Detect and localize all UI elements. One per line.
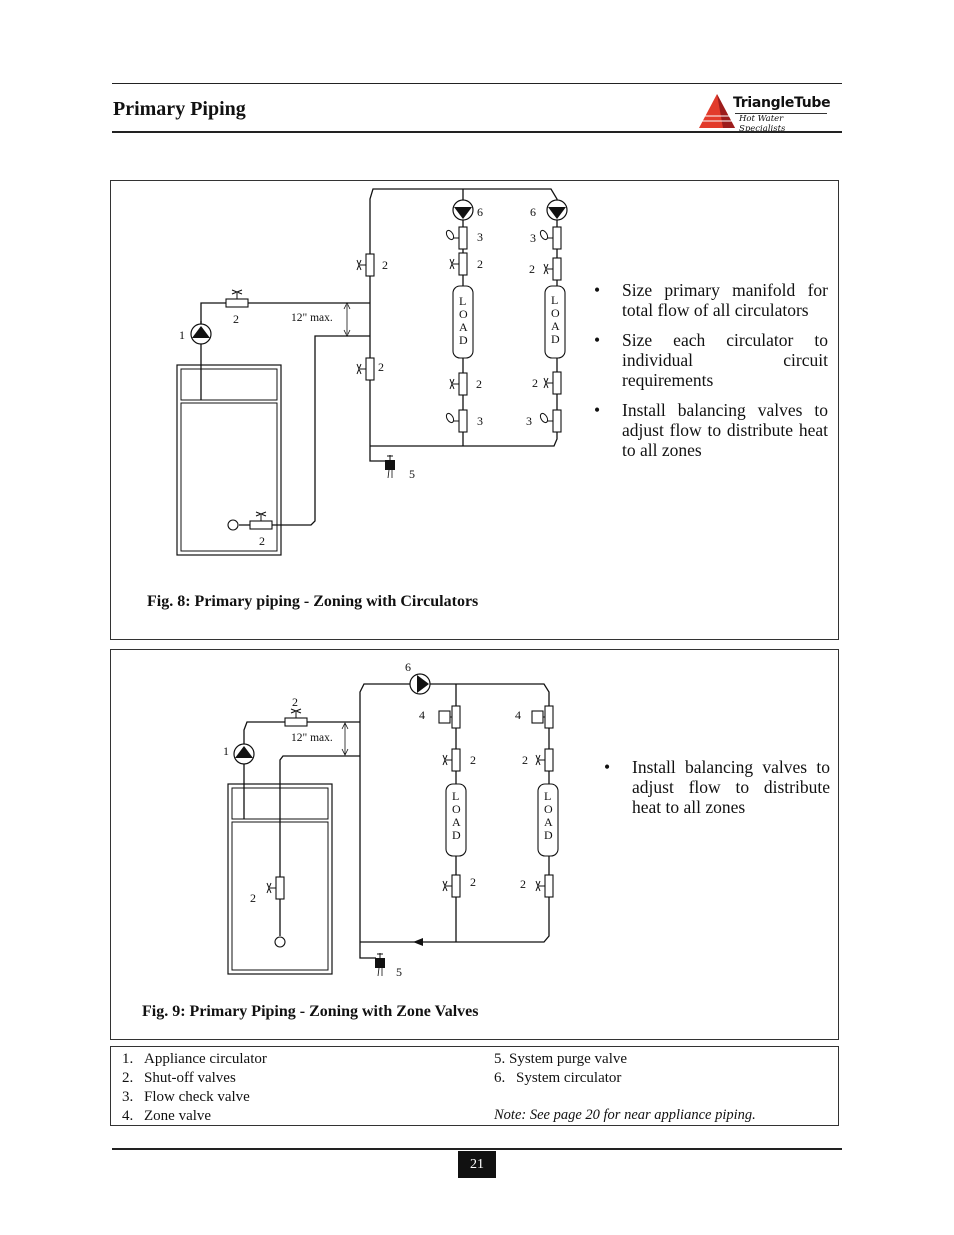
figure-8-bullets	[594, 280, 828, 470]
legend-note: Note: See page 20 for near appliance piping.	[494, 1107, 756, 1123]
zone-a-shutoff-upper-icon	[443, 749, 460, 771]
zone-b-shutoff-lower-icon	[544, 372, 561, 394]
label-zone-a-shutoff-lower: 2	[470, 875, 476, 889]
purge-valve-icon	[375, 953, 385, 976]
label-zone-a-shutoff-upper: 2	[470, 753, 476, 767]
label-system-circulator: 6	[405, 660, 411, 674]
zone-b-load-letter: D	[544, 828, 553, 842]
zone-b-load-letter: A	[551, 319, 560, 333]
page-title: Primary Piping	[113, 98, 246, 120]
zone-b-load-letter: L	[551, 293, 559, 307]
figure-9-panel	[110, 649, 839, 1040]
label-return-shutoff: 2	[250, 891, 256, 905]
legend-item: 1. Appliance circulator	[122, 1051, 267, 1067]
legend-item: 2. Shut-off valves	[122, 1070, 236, 1086]
figure-9-caption: Fig. 9: Primary Piping - Zoning with Zone Valves	[142, 1003, 479, 1020]
zone-b-load-letter: D	[551, 332, 560, 346]
zone-a-load-letter: A	[459, 320, 468, 334]
zone-a-load-letter: L	[452, 789, 460, 803]
zone-a-check-valve-lower-icon	[445, 410, 467, 432]
zone-b-check-valve-upper-icon	[539, 227, 561, 249]
label-zone-a-circulator: 6	[477, 205, 483, 219]
system-circulator-icon	[410, 674, 430, 694]
zone-b-shutoff-upper-icon	[544, 258, 561, 280]
label-zone-b-circulator: 6	[530, 205, 536, 219]
primary-return-shutoff-icon	[357, 358, 374, 380]
logo-underline	[735, 113, 827, 114]
primary-supply-shutoff-icon	[357, 254, 374, 276]
zone-a-shutoff-lower-icon	[443, 875, 460, 897]
legend-item: 5. System purge valve	[494, 1051, 628, 1067]
label-zone-a-zone-valve: 4	[419, 708, 425, 722]
zone-a-circulator-icon	[453, 200, 473, 220]
label-zone-b-check-upper: 3	[530, 231, 536, 245]
triangle-logo-icon	[697, 92, 737, 130]
zone-b-zone-valve-icon	[532, 706, 553, 728]
figure-9-diagram	[111, 650, 840, 1041]
bullet-item: • Install balancing valves to adjust flow to distribute heat to all zones	[594, 400, 828, 460]
label-supply-shutoff: 2	[292, 695, 298, 709]
zone-a-shutoff-lower-icon	[450, 373, 467, 395]
legend-item: 6. System circulator	[494, 1070, 622, 1086]
label-supply-shutoff: 2	[233, 312, 239, 326]
legend-left-column	[122, 1050, 267, 1126]
page-number: 21	[458, 1151, 496, 1178]
figure-9-bullets	[604, 757, 830, 827]
label-zone-b-shutoff-lower: 2	[532, 376, 538, 390]
zone-b-load-letter: O	[544, 802, 553, 816]
zone-a-shutoff-upper-icon	[450, 253, 467, 275]
figure-8-caption: Fig. 8: Primary piping - Zoning with Circulators	[147, 593, 479, 610]
label-zone-b-shutoff-upper: 2	[522, 753, 528, 767]
legend-box	[110, 1046, 839, 1126]
legend-item: 3. Flow check valve	[122, 1089, 250, 1105]
supply-shutoff-valve-icon	[226, 290, 248, 307]
footer-rule	[112, 1148, 842, 1150]
purge-valve-icon	[385, 455, 395, 478]
label-purge: 5	[396, 965, 402, 979]
label-12-max: 12" max.	[291, 312, 333, 324]
label-12-max: 12" max.	[291, 732, 333, 744]
zone-a-load-letter: O	[452, 802, 461, 816]
zone-a-check-valve-upper-icon	[445, 227, 467, 249]
zone-a-zone-valve-icon	[439, 706, 460, 728]
legend-right-column	[494, 1050, 627, 1088]
label-purge: 5	[409, 467, 415, 481]
label-zone-a-shutoff-lower: 2	[476, 377, 482, 391]
label-zone-a-check-upper: 3	[477, 230, 483, 244]
label-appliance-circulator: 1	[223, 744, 229, 758]
label-zone-b-shutoff-lower: 2	[520, 877, 526, 891]
zone-b-circulator-icon	[547, 200, 567, 220]
label-zone-b-zone-valve: 4	[515, 708, 521, 722]
zone-a-load-letter: L	[459, 294, 467, 308]
label-appliance-circulator: 1	[179, 328, 185, 342]
legend-item: 4. Zone valve	[122, 1108, 212, 1124]
zone-b-load-letter: O	[551, 306, 560, 320]
header-top-rule	[112, 83, 842, 84]
header-bottom-rule	[112, 131, 842, 133]
label-zone-a-check-lower: 3	[477, 414, 483, 428]
return-shutoff-valve-icon	[267, 877, 284, 899]
figure-8-panel	[110, 180, 839, 640]
label-primary-shutoff-lower: 2	[378, 360, 384, 374]
appliance-circulator-icon	[191, 324, 211, 344]
zone-a-load-letter: A	[452, 815, 461, 829]
zone-b-load-letter: L	[544, 789, 552, 803]
label-zone-b-check-lower: 3	[526, 414, 532, 428]
label-primary-shutoff-upper: 2	[382, 258, 388, 272]
zone-a-load-letter: O	[459, 307, 468, 321]
bullet-item: • Install balancing valves to adjust flow to distribute heat to all zones	[604, 757, 830, 817]
supply-shutoff-valve-icon	[285, 709, 307, 726]
logo-tagline: Hot Water Specialists	[739, 114, 786, 134]
zone-b-shutoff-lower-icon	[536, 875, 553, 897]
logo-wordmark: TriangleTube	[733, 95, 831, 111]
company-logo	[697, 92, 831, 134]
zone-b-shutoff-upper-icon	[536, 749, 553, 771]
zone-b-load-letter: A	[544, 815, 553, 829]
bullet-item: • Size each circulator to individual circuit requirements	[594, 330, 828, 390]
zone-a-load-letter: D	[459, 333, 468, 347]
bullet-item: • Size primary manifold for total flow of all circulators	[594, 280, 828, 320]
appliance-circulator-icon	[234, 744, 254, 764]
zone-a-load-letter: D	[452, 828, 461, 842]
label-zone-a-shutoff-upper: 2	[477, 257, 483, 271]
label-return-shutoff: 2	[259, 534, 265, 548]
return-shutoff-valve-icon	[250, 512, 272, 529]
zone-b-check-valve-lower-icon	[539, 410, 561, 432]
label-zone-b-shutoff-upper: 2	[529, 262, 535, 276]
